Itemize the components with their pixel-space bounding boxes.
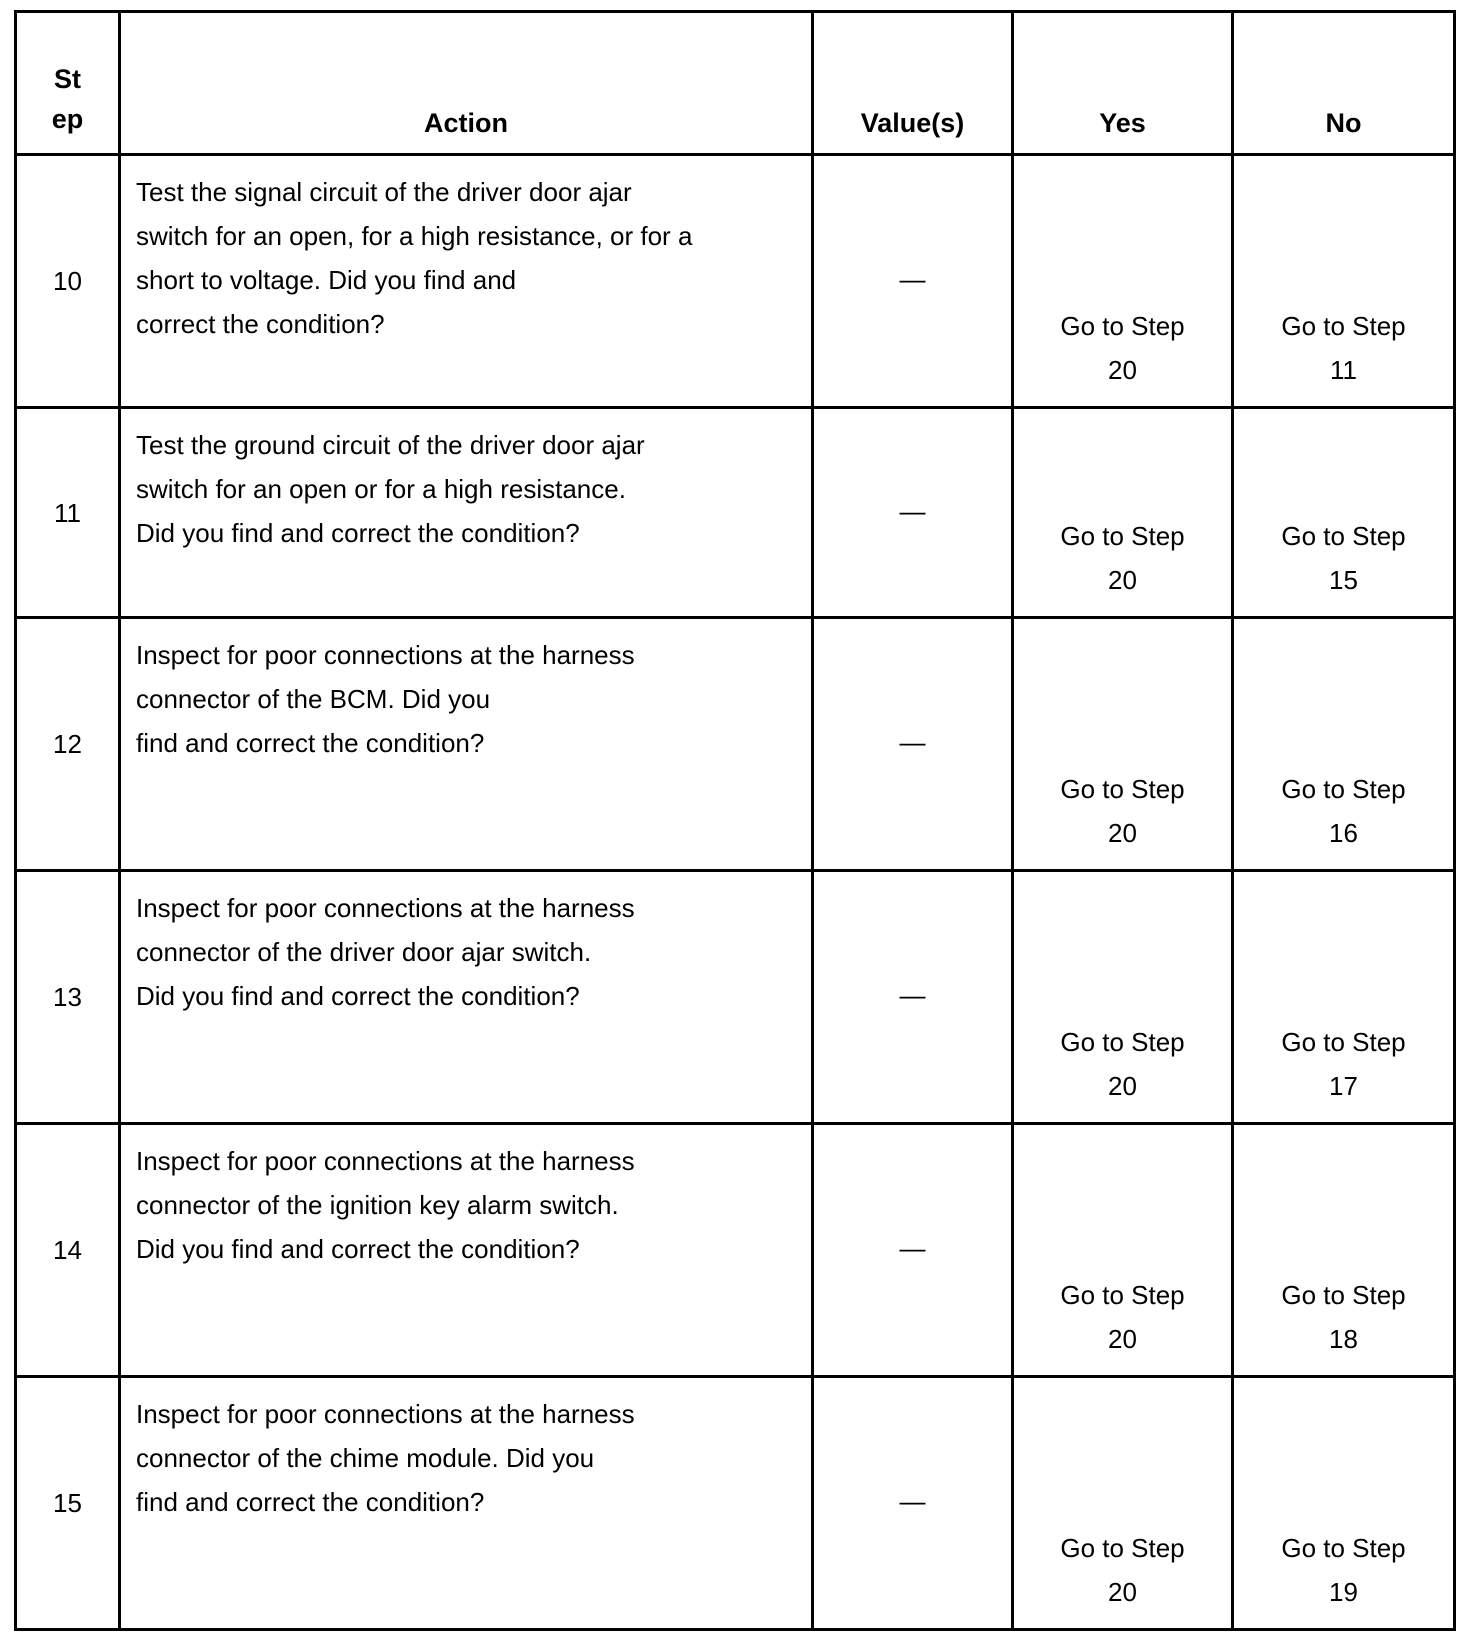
no-cell bbox=[1233, 408, 1455, 618]
diagnostic-table bbox=[14, 10, 1456, 1631]
yes-cell bbox=[1013, 155, 1233, 408]
value-cell bbox=[813, 618, 1013, 871]
action-text: Inspect for poor connections at the harness connector of the ignition key alarm switch. Did you find and correct the condition? bbox=[120, 1124, 813, 1377]
table-row bbox=[16, 618, 1455, 871]
yes-cell bbox=[1013, 618, 1233, 871]
no-goto: Go to Step 19 bbox=[1281, 1533, 1406, 1607]
no-cell bbox=[1233, 1377, 1455, 1630]
no-cell bbox=[1233, 871, 1455, 1124]
action-text: Inspect for poor connections at the harness connector of the driver door ajar switch. Did you find and correct the condition? bbox=[120, 871, 813, 1124]
step-number: 15 bbox=[16, 1377, 120, 1630]
value-cell bbox=[813, 1124, 1013, 1377]
header-row bbox=[16, 12, 1455, 155]
value-text: — bbox=[899, 1486, 926, 1516]
value-cell bbox=[813, 871, 1013, 1124]
step-number: 10 bbox=[16, 155, 120, 408]
yes-goto: Go to Step 20 bbox=[1060, 1533, 1185, 1607]
header-action bbox=[120, 12, 813, 155]
value-text: — bbox=[899, 1233, 926, 1263]
no-cell bbox=[1233, 155, 1455, 408]
table-row bbox=[16, 155, 1455, 408]
value-text: — bbox=[899, 980, 926, 1010]
table-row bbox=[16, 1124, 1455, 1377]
table-row bbox=[16, 871, 1455, 1124]
action-text: Inspect for poor connections at the harness connector of the chime module. Did you find and correct the condition? bbox=[120, 1377, 813, 1630]
no-goto: Go to Step 18 bbox=[1281, 1280, 1406, 1354]
step-number: 12 bbox=[16, 618, 120, 871]
header-yes bbox=[1013, 12, 1233, 155]
value-cell bbox=[813, 1377, 1013, 1630]
table-row bbox=[16, 1377, 1455, 1630]
yes-goto: Go to Step 20 bbox=[1060, 521, 1185, 595]
header-values bbox=[813, 12, 1013, 155]
yes-goto: Go to Step 20 bbox=[1060, 311, 1185, 385]
header-no bbox=[1233, 12, 1455, 155]
no-goto: Go to Step 11 bbox=[1281, 311, 1406, 385]
value-text: — bbox=[899, 727, 926, 757]
action-text: Test the ground circuit of the driver door ajar switch for an open or for a high resistance. Did you find and correct the condition? bbox=[120, 408, 813, 618]
yes-goto: Go to Step 20 bbox=[1060, 1280, 1185, 1354]
header-yes-label: Yes bbox=[1099, 108, 1146, 138]
action-text: Inspect for poor connections at the harness connector of the BCM. Did you find and correct the condition? bbox=[120, 618, 813, 871]
yes-cell bbox=[1013, 1124, 1233, 1377]
header-action-label: Action bbox=[424, 108, 508, 138]
no-goto: Go to Step 15 bbox=[1281, 521, 1406, 595]
header-no-label: No bbox=[1325, 108, 1362, 138]
step-number: 11 bbox=[16, 408, 120, 618]
step-number: 13 bbox=[16, 871, 120, 1124]
header-step bbox=[16, 12, 120, 155]
yes-goto: Go to Step 20 bbox=[1060, 774, 1185, 848]
table-row bbox=[16, 408, 1455, 618]
yes-cell bbox=[1013, 408, 1233, 618]
value-text: — bbox=[899, 495, 926, 526]
no-goto: Go to Step 16 bbox=[1281, 774, 1406, 848]
no-cell bbox=[1233, 618, 1455, 871]
no-cell bbox=[1233, 1124, 1455, 1377]
value-cell bbox=[813, 408, 1013, 618]
header-step-label: St ep bbox=[51, 64, 84, 134]
yes-goto: Go to Step 20 bbox=[1060, 1027, 1185, 1101]
no-goto: Go to Step 17 bbox=[1281, 1027, 1406, 1101]
yes-cell bbox=[1013, 1377, 1233, 1630]
value-text: — bbox=[899, 264, 926, 294]
yes-cell bbox=[1013, 871, 1233, 1124]
action-text: Test the signal circuit of the driver door ajar switch for an open, for a high resistance, or for a short to voltage. Did you find and correct the condition? bbox=[120, 155, 813, 408]
value-cell bbox=[813, 155, 1013, 408]
step-number: 14 bbox=[16, 1124, 120, 1377]
header-values-label: Value(s) bbox=[860, 108, 965, 138]
